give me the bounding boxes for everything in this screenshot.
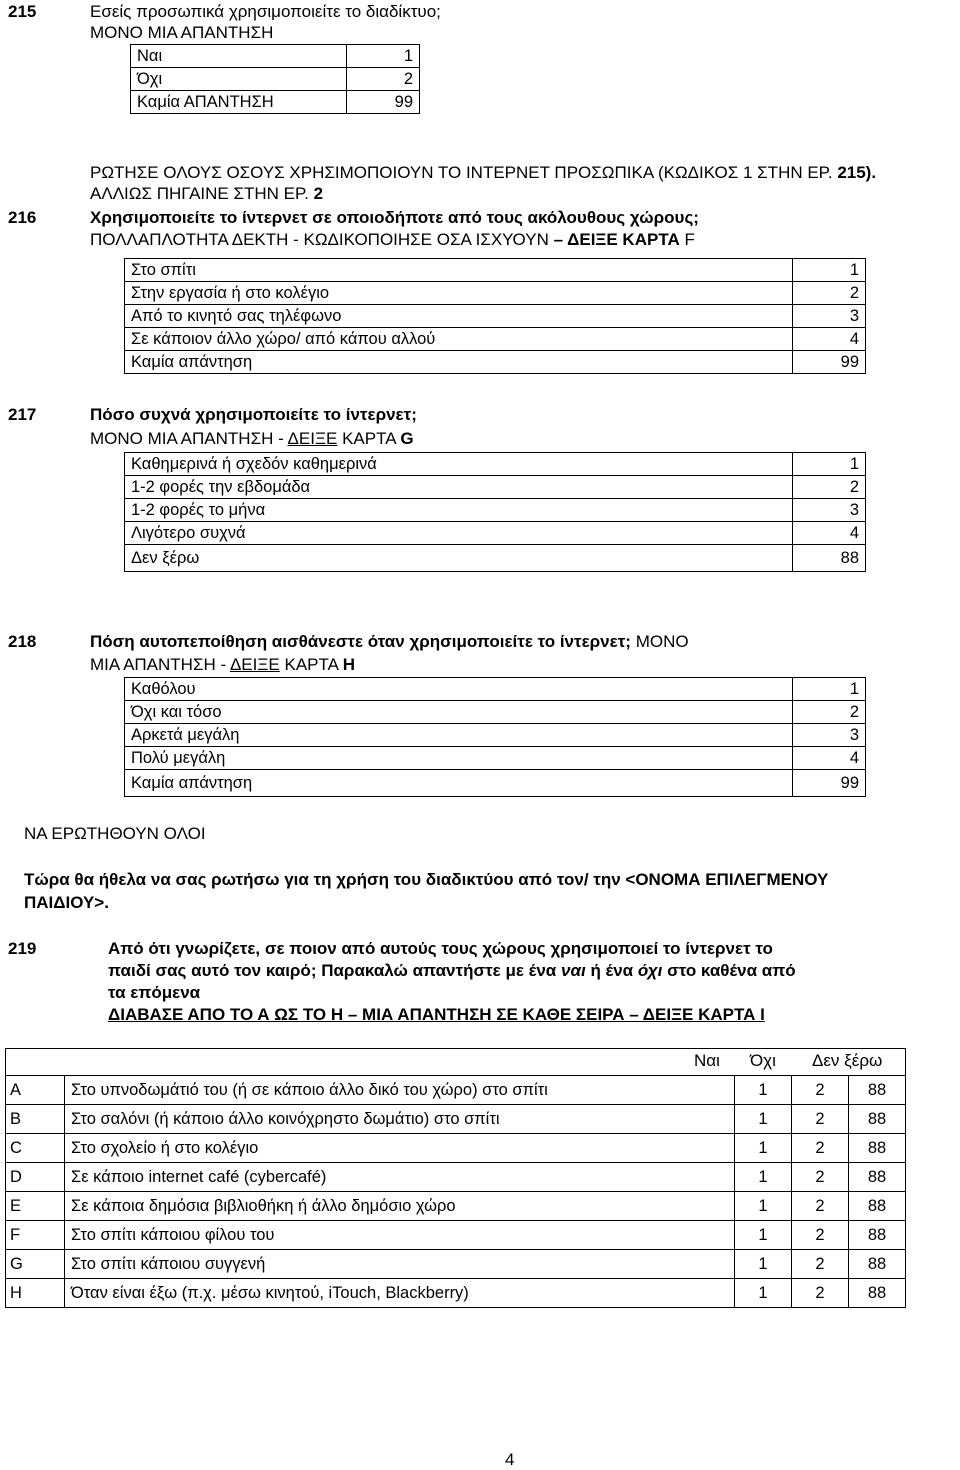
row-no-code: 2 [792,1076,849,1105]
q219-table [5,1048,906,1308]
option-label: Πολύ μεγάλη [125,747,793,770]
q216-number: 216 [8,208,37,227]
q217-number: 217 [8,405,37,424]
q219-text: στο καθένα από [667,961,796,980]
option-code: 3 [793,724,866,747]
option-row[interactable] [125,747,866,770]
option-code: 2 [793,476,866,499]
row-dont-know-code: 88 [849,1192,906,1221]
option-row[interactable] [125,770,866,797]
row-label: Στο σχολείο ή στο κολέγιο [65,1134,735,1163]
row-yes-code: 1 [735,1192,792,1221]
row-no-code: 2 [792,1279,849,1308]
q217-card-label: ΚΑΡΤΑ [342,429,396,448]
option-row[interactable] [125,545,866,572]
q219-no-word: όχι [637,961,663,980]
option-row[interactable] [125,259,866,282]
row-label: Στο σπίτι κάποιου φίλου του [65,1221,735,1250]
option-label: Όχι και τόσο [125,701,793,724]
row-letter: F [6,1221,65,1250]
q218-instruction-text: ΜΙΑ ΑΠΑΝΤΗΣΗ - [90,655,227,674]
option-code: 99 [793,770,866,797]
row-label: Όταν είναι έξω (π.χ. μέσω κινητού, iTouch, Blackberry) [65,1279,735,1308]
option-code: 99 [793,351,866,374]
row-label: Σε κάποια δημόσια βιβλιοθήκη ή άλλο δημόσιο χώρο [65,1192,735,1221]
table-row[interactable] [6,1163,906,1192]
option-label: Στο σπίτι [125,259,793,282]
intro-line-1: Τώρα θα ήθελα να σας ρωτήσω για τη χρήση του διαδικτύου από τον/ την <ΟΝΟΜΑ ΕΠΙΛΕΓΜΕΝΟΥ [24,870,829,889]
option-code: 3 [793,305,866,328]
routing-line-2 [90,184,323,204]
row-letter: B [6,1105,65,1134]
table-row[interactable] [6,1221,906,1250]
row-yes-code: 1 [735,1076,792,1105]
header-no: Όχι [750,1051,776,1070]
option-label: Όχι [131,68,347,91]
option-label: 1-2 φορές το μήνα [125,499,793,522]
option-code: 1 [793,259,866,282]
row-dont-know-code: 88 [849,1105,906,1134]
option-label: Σε κάποιον άλλο χώρο/ από κάπου αλλού [125,328,793,351]
intro-line-2: ΠΑΙΔΙΟΥ>. [24,893,109,912]
q218-instruction [90,655,355,675]
option-row[interactable] [125,499,866,522]
q218-instruction-start: ΜΟΝΟ [635,632,689,651]
row-no-code: 2 [792,1163,849,1192]
row-label: Στο σαλόνι (ή κάποιο άλλο κοινόχρηστο δωμάτιο) στο σπίτι [65,1105,735,1134]
option-label: Από το κινητό σας τηλέφωνο [125,305,793,328]
row-yes-code: 1 [735,1250,792,1279]
row-no-code: 2 [792,1221,849,1250]
q215-question: Εσείς προσωπικά χρησιμοποιείτε το διαδίκτυο; [90,2,441,21]
row-letter: E [6,1192,65,1221]
option-label: 1-2 φορές την εβδομάδα [125,476,793,499]
option-row[interactable] [125,453,866,476]
q217-card-letter: G [400,429,414,448]
q218-show-label: ΔΕΙΞΕ [229,655,280,674]
option-label: Καμία ΑΠΑΝΤΗΣΗ [131,91,347,114]
q217-options [124,452,866,572]
option-code: 2 [347,68,420,91]
q216-show-card: – ΔΕΙΞΕ ΚΑΡΤΑ [553,230,680,249]
option-code: 2 [793,282,866,305]
option-code: 4 [793,522,866,545]
routing-text: ΑΛΛΙΩΣ ΠΗΓΑΙΝΕ ΣΤΗΝ ΕΡ. [90,184,309,203]
row-dont-know-code: 88 [849,1076,906,1105]
q216-question: Χρησιμοποιείτε το ίντερνετ σε οποιοδήποτε από τους ακόλουθους χώρους; [90,208,699,227]
q216-instruction [90,230,695,250]
table-row[interactable] [6,1250,906,1279]
q216-instruction-text: ΠΟΛΛΑΠΛΟΤΗΤΑ ΔΕΚΤΗ - ΚΩΔΙΚΟΠΟΙΗΣΕ ΟΣΑ ΙΣΧΥΟΥΝ [90,230,549,249]
q218-number: 218 [8,632,37,651]
row-dont-know-code: 88 [849,1163,906,1192]
row-label: Στο σπίτι κάποιου συγγενή [65,1250,735,1279]
q215-instruction: ΜΟΝΟ ΜΙΑ ΑΠΑΝΤΗΣΗ [90,23,274,42]
q219-text: παιδί σας αυτό τον καιρό; Παρακαλώ απαντήστε με ένα [108,961,557,980]
row-yes-code: 1 [735,1134,792,1163]
q217-instruction-text: ΜΟΝΟ ΜΙΑ ΑΠΑΝΤΗΣΗ - [90,429,284,448]
row-dont-know-code: 88 [849,1221,906,1250]
option-row[interactable] [125,328,866,351]
option-code: 3 [793,499,866,522]
option-row[interactable] [125,522,866,545]
option-row[interactable] [125,724,866,747]
row-dont-know-code: 88 [849,1279,906,1308]
option-code: 1 [347,45,420,68]
row-letter: D [6,1163,65,1192]
option-row[interactable] [131,45,420,68]
option-label: Καθόλου [125,678,793,701]
row-no-code: 2 [792,1134,849,1163]
table-row[interactable] [6,1279,906,1308]
option-row[interactable] [125,282,866,305]
option-code: 2 [793,701,866,724]
option-label: Λιγότερο συχνά [125,522,793,545]
option-label: Αρκετά μεγάλη [125,724,793,747]
row-no-code: 2 [792,1192,849,1221]
row-dont-know-code: 88 [849,1250,906,1279]
q216-options [124,258,866,374]
row-no-code: 2 [792,1250,849,1279]
row-letter: G [6,1250,65,1279]
option-code: 88 [793,545,866,572]
table-row[interactable] [6,1076,906,1105]
q218-card-label: ΚΑΡΤΑ [284,655,339,674]
option-row[interactable] [125,678,866,701]
q219-text: ή ένα [590,961,634,980]
option-row[interactable] [131,68,420,91]
q219-number: 219 [8,939,37,958]
option-label: Δεν ξέρω [125,545,793,572]
row-yes-code: 1 [735,1105,792,1134]
table-row[interactable] [6,1192,906,1221]
q217-instruction [90,429,414,449]
header-dont-know: Δεν ξέρω [812,1051,883,1070]
table-row[interactable] [6,1134,906,1163]
option-label: Καθημερινά ή σχεδόν καθημερινά [125,453,793,476]
option-code: 1 [793,453,866,476]
routing-line-1 [90,163,876,183]
q216-card-letter: F [684,230,695,249]
option-code: 4 [793,328,866,351]
q217-question: Πόσο συχνά χρησιμοποιείτε το ίντερνετ; [90,405,417,424]
option-code: 99 [347,91,420,114]
option-row[interactable] [125,476,866,499]
option-row[interactable] [125,351,866,374]
row-letter: H [6,1279,65,1308]
option-label: Καμία απάντηση [125,351,793,374]
table-row[interactable] [6,1105,906,1134]
q219-line-1: Από ότι γνωρίζετε, σε ποιον από αυτούς τους χώρους χρησιμοποιεί το ίντερνετ το [108,939,773,958]
option-code: 1 [793,678,866,701]
row-dont-know-code: 88 [849,1134,906,1163]
q218-question-line [90,632,689,652]
q218-question: Πόση αυτοπεποίθηση αισθάνεστε όταν χρησιμοποιείτε το ίντερνετ; [90,632,631,651]
option-code: 4 [793,747,866,770]
row-label: Σε κάποιο internet café (cybercafé) [65,1163,735,1192]
routing-ref: 215). [837,163,877,182]
row-label: Στο υπνοδωμάτιό του (ή σε κάποιο άλλο δικό του χώρο) στο σπίτι [65,1076,735,1105]
row-letter: C [6,1134,65,1163]
option-label: Στην εργασία ή στο κολέγιο [125,282,793,305]
q218-options [124,677,866,797]
row-yes-code: 1 [735,1163,792,1192]
row-no-code: 2 [792,1105,849,1134]
option-row[interactable] [131,91,420,114]
q219-instruction: ΔΙΑΒΑΣΕ ΑΠΟ ΤΟ Α ΩΣ ΤΟ Η – ΜΙΑ ΑΠΑΝΤΗΣΗ ΣΕ ΚΑΘΕ ΣΕΙΡΑ – ΔΕΙΞΕ ΚΑΡΤΑ Ι [108,1005,765,1024]
routing-text: ΡΩΤΗΣΕ ΟΛΟΥΣ ΟΣΟΥΣ ΧΡΗΣΙΜΟΠΟΙΟΥΝ ΤΟ ΙΝΤΕΡΝΕΤ ΠΡΟΣΩΠΙΚΑ (ΚΩΔΙΚΟΣ 1 ΣΤΗΝ ΕΡ. [90,163,833,182]
option-label: Ναι [131,45,347,68]
row-yes-code: 1 [735,1279,792,1308]
header-yes: Ναι [694,1051,720,1070]
q218-card-letter: H [342,655,356,674]
q219-line-2 [108,961,796,981]
q219-yes-word: ναι [560,961,586,980]
option-row[interactable] [125,305,866,328]
q215-options [130,44,420,114]
row-letter: A [6,1076,65,1105]
routing-ref: 2 [313,184,324,203]
row-yes-code: 1 [735,1221,792,1250]
q219-line-3: τα επόμενα [108,983,201,1002]
option-row[interactable] [125,701,866,724]
page-number: 4 [505,1450,515,1469]
ask-all-instruction: ΝΑ ΕΡΩΤΗΘΟΥΝ ΟΛΟΙ [24,824,206,843]
q215-number: 215 [8,2,37,21]
option-label: Καμία απάντηση [125,770,793,797]
table-header-row [6,1049,906,1076]
q217-show-label: ΔΕΙΞΕ [287,429,338,448]
